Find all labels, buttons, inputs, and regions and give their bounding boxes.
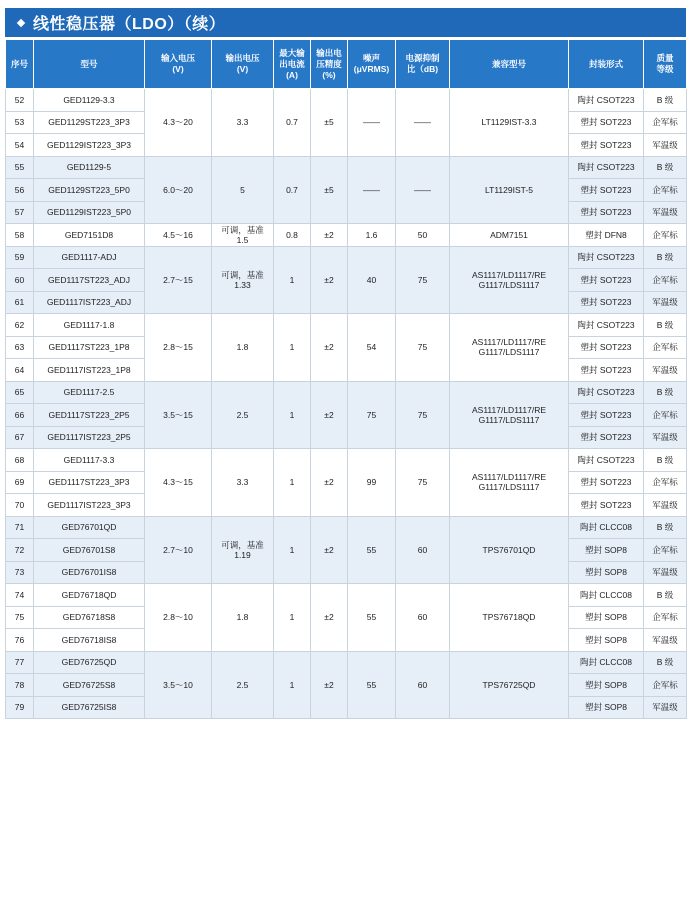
seq-cell: 62 xyxy=(6,314,34,337)
row-group xyxy=(6,651,687,719)
package-cell: 塑封 DFN8 xyxy=(569,224,644,247)
vout-cell: 5 xyxy=(212,156,274,224)
vin-cell: 4.3～15 xyxy=(145,449,212,517)
psrr-cell: 60 xyxy=(396,584,450,652)
grade-cell: 军温级 xyxy=(644,629,687,652)
package-cell: 塑封 SOT223 xyxy=(569,359,644,382)
package-cell: 塑封 SOP8 xyxy=(569,629,644,652)
package-cell: 塑封 SOT223 xyxy=(569,291,644,314)
row-group xyxy=(6,314,687,382)
vout-cell: 2.5 xyxy=(212,651,274,719)
seq-cell: 59 xyxy=(6,246,34,269)
psrr-cell: —— xyxy=(396,89,450,157)
package-cell: 塑封 SOP8 xyxy=(569,674,644,697)
model-cell: GED1117ST223_3P3 xyxy=(34,471,145,494)
psrr-cell: 60 xyxy=(396,516,450,584)
vin-cell: 2.8～10 xyxy=(145,584,212,652)
grade-cell: 军温级 xyxy=(644,359,687,382)
seq-cell: 57 xyxy=(6,201,34,224)
compat-model-cell: LT1129IST-5 xyxy=(450,156,569,224)
model-cell: GED1117IST223_2P5 xyxy=(34,426,145,449)
table-row xyxy=(6,89,687,112)
noise-cell: 54 xyxy=(348,314,396,382)
accuracy-cell: ±2 xyxy=(311,224,348,247)
vout-cell: 可调，基准 1.5 xyxy=(212,224,274,247)
model-cell: GED76718QD xyxy=(34,584,145,607)
psrr-cell: —— xyxy=(396,156,450,224)
col-header-compat: 兼容型号 xyxy=(450,40,569,89)
vin-cell: 4.5～16 xyxy=(145,224,212,247)
seq-cell: 74 xyxy=(6,584,34,607)
grade-cell: 军温级 xyxy=(644,134,687,157)
row-group xyxy=(6,224,687,247)
col-header-imax: 最大输 出电流 (A) xyxy=(274,40,311,89)
package-cell: 陶封 CLCC08 xyxy=(569,516,644,539)
seq-cell: 52 xyxy=(6,89,34,112)
diamond-bullet-icon xyxy=(17,18,25,26)
compat-model-cell: AS1117/LD1117/RE G1117/LDS1117 xyxy=(450,381,569,449)
model-cell: GED1117IST223_3P3 xyxy=(34,494,145,517)
grade-cell: 企军标 xyxy=(644,224,687,247)
model-cell: GED1117-ADJ xyxy=(34,246,145,269)
grade-cell: 军温级 xyxy=(644,426,687,449)
imax-cell: 1 xyxy=(274,651,311,719)
col-header-vin: 输入电压 (V) xyxy=(145,40,212,89)
seq-cell: 78 xyxy=(6,674,34,697)
accuracy-cell: ±2 xyxy=(311,651,348,719)
seq-cell: 55 xyxy=(6,156,34,179)
noise-cell: —— xyxy=(348,156,396,224)
seq-cell: 70 xyxy=(6,494,34,517)
grade-cell: B 级 xyxy=(644,381,687,404)
seq-cell: 65 xyxy=(6,381,34,404)
row-group xyxy=(6,381,687,449)
package-cell: 塑封 SOT223 xyxy=(569,111,644,134)
model-cell: GED1117-2.5 xyxy=(34,381,145,404)
grade-cell: 企军标 xyxy=(644,471,687,494)
noise-cell: 55 xyxy=(348,651,396,719)
accuracy-cell: ±5 xyxy=(311,89,348,157)
model-cell: GED76701S8 xyxy=(34,539,145,562)
package-cell: 塑封 SOP8 xyxy=(569,539,644,562)
model-cell: GED1129ST223_5P0 xyxy=(34,179,145,202)
grade-cell: 企军标 xyxy=(644,336,687,359)
noise-cell: 55 xyxy=(348,584,396,652)
compat-model-cell: ADM7151 xyxy=(450,224,569,247)
table-row xyxy=(6,224,687,247)
grade-cell: B 级 xyxy=(644,314,687,337)
vin-cell: 6.0～20 xyxy=(145,156,212,224)
model-cell: GED1117ST223_ADJ xyxy=(34,269,145,292)
model-cell: GED1129IST223_5P0 xyxy=(34,201,145,224)
seq-cell: 68 xyxy=(6,449,34,472)
model-cell: GED1117ST223_1P8 xyxy=(34,336,145,359)
accuracy-cell: ±2 xyxy=(311,584,348,652)
psrr-cell: 75 xyxy=(396,449,450,517)
accuracy-cell: ±2 xyxy=(311,516,348,584)
package-cell: 陶封 CSOT223 xyxy=(569,89,644,112)
vin-cell: 2.7～15 xyxy=(145,246,212,314)
grade-cell: B 级 xyxy=(644,449,687,472)
row-group xyxy=(6,516,687,584)
package-cell: 塑封 SOT223 xyxy=(569,201,644,224)
accuracy-cell: ±5 xyxy=(311,156,348,224)
model-cell: GED1117-1.8 xyxy=(34,314,145,337)
table-row xyxy=(6,314,687,337)
grade-cell: 企军标 xyxy=(644,179,687,202)
compat-model-cell: AS1117/LD1117/RE G1117/LDS1117 xyxy=(450,449,569,517)
imax-cell: 1 xyxy=(274,516,311,584)
package-cell: 塑封 SOT223 xyxy=(569,179,644,202)
seq-cell: 54 xyxy=(6,134,34,157)
package-cell: 塑封 SOP8 xyxy=(569,696,644,719)
header-row xyxy=(6,40,687,89)
package-cell: 塑封 SOT223 xyxy=(569,269,644,292)
model-cell: GED1117IST223_1P8 xyxy=(34,359,145,382)
table-row xyxy=(6,246,687,269)
package-cell: 陶封 CLCC08 xyxy=(569,584,644,607)
package-cell: 塑封 SOT223 xyxy=(569,336,644,359)
model-cell: GED1117-3.3 xyxy=(34,449,145,472)
seq-cell: 77 xyxy=(6,651,34,674)
vin-cell: 3.5～10 xyxy=(145,651,212,719)
model-cell: GED1129-3.3 xyxy=(34,89,145,112)
grade-cell: 军温级 xyxy=(644,494,687,517)
table-row xyxy=(6,449,687,472)
col-header-model: 型号 xyxy=(34,40,145,89)
imax-cell: 0.7 xyxy=(274,156,311,224)
noise-cell: 99 xyxy=(348,449,396,517)
psrr-cell: 60 xyxy=(396,651,450,719)
seq-cell: 60 xyxy=(6,269,34,292)
model-cell: GED1117IST223_ADJ xyxy=(34,291,145,314)
model-cell: GED76725IS8 xyxy=(34,696,145,719)
package-cell: 塑封 SOT223 xyxy=(569,426,644,449)
seq-cell: 66 xyxy=(6,404,34,427)
noise-cell: 1.6 xyxy=(348,224,396,247)
seq-cell: 56 xyxy=(6,179,34,202)
model-cell: GED76701QD xyxy=(34,516,145,539)
psrr-cell: 75 xyxy=(396,314,450,382)
grade-cell: 军温级 xyxy=(644,561,687,584)
seq-cell: 67 xyxy=(6,426,34,449)
vout-cell: 3.3 xyxy=(212,449,274,517)
package-cell: 塑封 SOT223 xyxy=(569,134,644,157)
psrr-cell: 75 xyxy=(396,246,450,314)
seq-cell: 63 xyxy=(6,336,34,359)
package-cell: 塑封 SOT223 xyxy=(569,494,644,517)
seq-cell: 58 xyxy=(6,224,34,247)
model-cell: GED76701IS8 xyxy=(34,561,145,584)
compat-model-cell: TPS76701QD xyxy=(450,516,569,584)
seq-cell: 72 xyxy=(6,539,34,562)
grade-cell: 企军标 xyxy=(644,606,687,629)
grade-cell: B 级 xyxy=(644,246,687,269)
seq-cell: 69 xyxy=(6,471,34,494)
imax-cell: 1 xyxy=(274,381,311,449)
package-cell: 塑封 SOT223 xyxy=(569,404,644,427)
section-header xyxy=(5,8,686,37)
grade-cell: 军温级 xyxy=(644,201,687,224)
imax-cell: 1 xyxy=(274,449,311,517)
grade-cell: 企军标 xyxy=(644,674,687,697)
col-header-vout: 输出电压 (V) xyxy=(212,40,274,89)
vout-cell: 可调，基准 1.19 xyxy=(212,516,274,584)
compat-model-cell: LT1129IST-3.3 xyxy=(450,89,569,157)
row-group xyxy=(6,584,687,652)
model-cell: GED76725QD xyxy=(34,651,145,674)
col-header-grade: 质量 等级 xyxy=(644,40,687,89)
table-row xyxy=(6,516,687,539)
seq-cell: 73 xyxy=(6,561,34,584)
vout-cell: 1.8 xyxy=(212,314,274,382)
package-cell: 塑封 SOP8 xyxy=(569,606,644,629)
section-title: 线性稳压器（LDO）（续） xyxy=(33,16,226,33)
noise-cell: —— xyxy=(348,89,396,157)
accuracy-cell: ±2 xyxy=(311,246,348,314)
row-group xyxy=(6,156,687,224)
seq-cell: 79 xyxy=(6,696,34,719)
seq-cell: 64 xyxy=(6,359,34,382)
package-cell: 塑封 SOP8 xyxy=(569,561,644,584)
accuracy-cell: ±2 xyxy=(311,314,348,382)
vin-cell: 2.7～10 xyxy=(145,516,212,584)
grade-cell: 军温级 xyxy=(644,291,687,314)
model-cell: GED1129-5 xyxy=(34,156,145,179)
grade-cell: B 级 xyxy=(644,156,687,179)
ldo-spec-table xyxy=(5,39,687,719)
package-cell: 陶封 CSOT223 xyxy=(569,314,644,337)
grade-cell: 企军标 xyxy=(644,539,687,562)
compat-model-cell: TPS76718QD xyxy=(450,584,569,652)
seq-cell: 61 xyxy=(6,291,34,314)
noise-cell: 75 xyxy=(348,381,396,449)
model-cell: GED1117ST223_2P5 xyxy=(34,404,145,427)
row-group xyxy=(6,89,687,157)
table-row xyxy=(6,381,687,404)
table-row xyxy=(6,651,687,674)
noise-cell: 40 xyxy=(348,246,396,314)
seq-cell: 76 xyxy=(6,629,34,652)
vin-cell: 2.8～15 xyxy=(145,314,212,382)
model-cell: GED1129IST223_3P3 xyxy=(34,134,145,157)
vin-cell: 4.3～20 xyxy=(145,89,212,157)
imax-cell: 0.8 xyxy=(274,224,311,247)
package-cell: 塑封 SOT223 xyxy=(569,471,644,494)
compat-model-cell: AS1117/LD1117/RE G1117/LDS1117 xyxy=(450,314,569,382)
seq-cell: 75 xyxy=(6,606,34,629)
grade-cell: 企军标 xyxy=(644,111,687,134)
compat-model-cell: AS1117/LD1117/RE G1117/LDS1117 xyxy=(450,246,569,314)
vout-cell: 1.8 xyxy=(212,584,274,652)
grade-cell: 军温级 xyxy=(644,696,687,719)
table-row xyxy=(6,584,687,607)
model-cell: GED76725S8 xyxy=(34,674,145,697)
psrr-cell: 75 xyxy=(396,381,450,449)
imax-cell: 1 xyxy=(274,584,311,652)
grade-cell: B 级 xyxy=(644,516,687,539)
col-header-accuracy: 输出电 压精度 (%) xyxy=(311,40,348,89)
table-row xyxy=(6,156,687,179)
row-group xyxy=(6,449,687,517)
col-header-psrr: 电源抑制 比（dB) xyxy=(396,40,450,89)
model-cell: GED7151D8 xyxy=(34,224,145,247)
grade-cell: B 级 xyxy=(644,89,687,112)
row-group xyxy=(6,246,687,314)
compat-model-cell: TPS76725QD xyxy=(450,651,569,719)
accuracy-cell: ±2 xyxy=(311,449,348,517)
model-cell: GED76718S8 xyxy=(34,606,145,629)
col-header-noise: 噪声 (μVRMS) xyxy=(348,40,396,89)
imax-cell: 0.7 xyxy=(274,89,311,157)
package-cell: 陶封 CSOT223 xyxy=(569,246,644,269)
model-cell: GED76718IS8 xyxy=(34,629,145,652)
vout-cell: 3.3 xyxy=(212,89,274,157)
grade-cell: 企军标 xyxy=(644,269,687,292)
package-cell: 陶封 CSOT223 xyxy=(569,156,644,179)
seq-cell: 71 xyxy=(6,516,34,539)
grade-cell: B 级 xyxy=(644,651,687,674)
noise-cell: 55 xyxy=(348,516,396,584)
package-cell: 陶封 CSOT223 xyxy=(569,381,644,404)
col-header-package: 封装形式 xyxy=(569,40,644,89)
seq-cell: 53 xyxy=(6,111,34,134)
vin-cell: 3.5～15 xyxy=(145,381,212,449)
vout-cell: 可调，基准 1.33 xyxy=(212,246,274,314)
package-cell: 陶封 CSOT223 xyxy=(569,449,644,472)
imax-cell: 1 xyxy=(274,246,311,314)
accuracy-cell: ±2 xyxy=(311,381,348,449)
grade-cell: B 级 xyxy=(644,584,687,607)
grade-cell: 企军标 xyxy=(644,404,687,427)
vout-cell: 2.5 xyxy=(212,381,274,449)
model-cell: GED1129ST223_3P3 xyxy=(34,111,145,134)
psrr-cell: 50 xyxy=(396,224,450,247)
package-cell: 陶封 CLCC08 xyxy=(569,651,644,674)
imax-cell: 1 xyxy=(274,314,311,382)
col-header-seq: 序号 xyxy=(6,40,34,89)
